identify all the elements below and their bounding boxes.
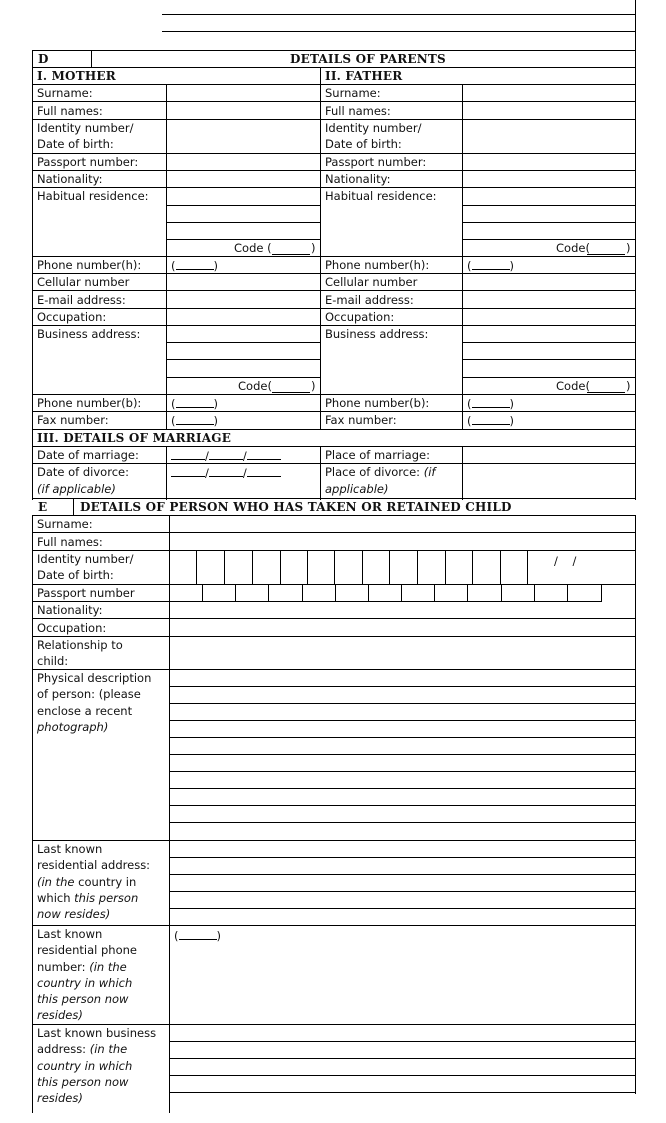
mother-id-label: Identity number/ xyxy=(37,121,134,135)
father-heading: II. FATHER xyxy=(325,69,403,83)
father-res-line xyxy=(462,222,636,223)
mother-code-label: Code ( xyxy=(234,241,272,255)
section-d-letter: D xyxy=(38,52,49,66)
id-box-divider xyxy=(196,550,197,584)
e-surname-label: Surname: xyxy=(37,517,93,531)
father-id-label: Identity number/ xyxy=(325,121,422,135)
e-lastphone-label-4: country in which xyxy=(37,976,133,990)
e-lastphone-label-6: resides) xyxy=(37,1008,83,1022)
mother-email-label: E-mail address: xyxy=(37,293,126,307)
id-box-divider xyxy=(500,550,501,584)
physical-line xyxy=(169,686,636,687)
mother-passport-label: Passport number: xyxy=(37,155,139,169)
d-right-edge xyxy=(635,50,636,500)
mother-phoneb-code[interactable]: ( ) xyxy=(171,397,218,411)
top-rule-1 xyxy=(162,14,636,15)
id-box-divider xyxy=(445,550,446,584)
res-line xyxy=(169,874,636,875)
row-line xyxy=(32,601,602,602)
passport-box-divider xyxy=(335,584,336,601)
date-of-marriage-field[interactable]: / / xyxy=(171,447,281,464)
date-of-divorce-field[interactable]: / / xyxy=(171,464,281,481)
mother-bus-line xyxy=(166,342,320,343)
e-relationship-label-2: child: xyxy=(37,654,69,668)
id-box-divider xyxy=(252,550,253,584)
passport-box-divider xyxy=(501,584,502,601)
date-of-divorce-label: Date of divorce: xyxy=(37,465,129,479)
e-lastres-label-2: residential address: xyxy=(37,858,151,872)
father-nationality-label: Nationality: xyxy=(325,172,391,186)
father-habitual-label: Habitual residence: xyxy=(325,189,437,203)
father-bus-line xyxy=(462,359,636,360)
father-cellular-label: Cellular number xyxy=(325,275,418,289)
e-lastphone-label-2: residential phone xyxy=(37,943,137,957)
marriage-value-divider-r xyxy=(462,446,463,500)
res-line xyxy=(169,908,636,909)
e-relationship-label-1: Relationship to xyxy=(37,638,123,652)
id-box-divider xyxy=(224,550,225,584)
res-line xyxy=(169,857,636,858)
father-email-label: E-mail address: xyxy=(325,293,414,307)
passport-box-divider xyxy=(302,584,303,601)
marriage-value-divider xyxy=(166,446,167,500)
father-res-line xyxy=(462,205,636,206)
father-fullnames-label: Full names: xyxy=(325,104,391,118)
e-lastres-label-4: which this person xyxy=(37,891,139,905)
e-nationality-label: Nationality: xyxy=(37,603,103,617)
last-phone-code[interactable]: ( ) xyxy=(174,929,221,943)
e-physical-label-1: Physical description xyxy=(37,671,152,685)
father-bus-line xyxy=(462,342,636,343)
id-box-divider xyxy=(417,550,418,584)
passport-box-divider xyxy=(434,584,435,601)
passport-box-divider xyxy=(401,584,402,601)
father-surname-label: Surname: xyxy=(325,86,381,100)
id-box-divider xyxy=(307,550,308,584)
father-code-label: Code( xyxy=(556,241,590,255)
d-letter-divider xyxy=(91,50,92,67)
mother-res-line xyxy=(166,205,320,206)
row-line xyxy=(32,290,636,291)
e-lastbus-label-2: address: (in the xyxy=(37,1042,128,1056)
mother-code2-close: ) xyxy=(311,379,316,393)
physical-line xyxy=(169,822,636,823)
father-phoneb-code[interactable]: ( ) xyxy=(467,397,514,411)
e-lastbus-label-1: Last known business xyxy=(37,1026,157,1040)
father-phoneh-code[interactable]: ( ) xyxy=(467,259,514,273)
father-code-blank[interactable] xyxy=(587,240,625,255)
passport-box-divider xyxy=(268,584,269,601)
row-line xyxy=(32,840,636,841)
passport-box-divider xyxy=(534,584,535,601)
passport-box-divider xyxy=(368,584,369,601)
top-rule-2 xyxy=(162,31,636,32)
mother-cellular-label: Cellular number xyxy=(37,275,130,289)
row-line xyxy=(32,618,636,619)
id-box-divider xyxy=(472,550,473,584)
bus-line xyxy=(169,1092,636,1093)
mother-nationality-label: Nationality: xyxy=(37,172,103,186)
mother-code-close: ) xyxy=(311,241,316,255)
e-physical-label-4: photograph) xyxy=(37,720,109,734)
e-lastres-label-5: now resides) xyxy=(37,907,111,921)
section-e-title: DETAILS OF PERSON WHO HAS TAKEN OR RETAINED CHILD xyxy=(80,500,512,514)
father-phoneb-label: Phone number(b): xyxy=(325,396,430,410)
father-passport-label: Passport number: xyxy=(325,155,427,169)
place-of-divorce-label: Place of divorce: (if xyxy=(325,465,436,479)
passport-box-divider xyxy=(601,584,602,601)
e-occupation-label: Occupation: xyxy=(37,621,107,635)
mother-fax-code[interactable]: ( ) xyxy=(171,414,218,428)
place-of-divorce-note: applicable) xyxy=(325,482,389,496)
d-mid-divider xyxy=(320,67,321,429)
bus-line xyxy=(169,1058,636,1059)
row-line xyxy=(32,532,636,533)
physical-line xyxy=(169,720,636,721)
mother-surname-label: Surname: xyxy=(37,86,93,100)
physical-line xyxy=(169,771,636,772)
row-line xyxy=(32,925,636,926)
mother-phoneh-code[interactable]: ( ) xyxy=(171,259,218,273)
father-code2-blank[interactable] xyxy=(587,378,625,393)
e-physical-label-3: enclose a recent xyxy=(37,704,133,718)
e-right-edge xyxy=(635,515,636,1025)
father-dob-label: Date of birth: xyxy=(325,137,402,151)
dob-slashes: / / xyxy=(554,554,577,568)
father-code2-close: ) xyxy=(626,379,631,393)
row-line xyxy=(32,101,636,102)
place-of-marriage-label: Place of marriage: xyxy=(325,448,430,462)
physical-line xyxy=(169,737,636,738)
if-applicable-note: (if applicable) xyxy=(37,482,116,496)
id-box-divider xyxy=(389,550,390,584)
e-physical-label-2: of person: (please xyxy=(37,687,141,701)
physical-line xyxy=(169,805,636,806)
top-right-edge xyxy=(635,0,636,50)
section-e-letter: E xyxy=(38,500,48,514)
date-of-marriage-label: Date of marriage: xyxy=(37,448,139,462)
mother-occupation-label: Occupation: xyxy=(37,310,107,324)
father-occupation-label: Occupation: xyxy=(325,310,395,324)
e-lastbus-label-4: this person now xyxy=(37,1075,129,1089)
physical-line xyxy=(169,754,636,755)
bus-line xyxy=(169,1075,636,1076)
passport-box-divider xyxy=(467,584,468,601)
e-lastphone-label-1: Last known xyxy=(37,927,103,941)
mother-code2-label: Code( xyxy=(238,379,272,393)
e-title-bottom xyxy=(32,515,636,516)
father-business-label: Business address: xyxy=(325,327,429,341)
father-code-close: ) xyxy=(626,241,631,255)
physical-line xyxy=(169,788,636,789)
mother-heading: I. MOTHER xyxy=(37,69,116,83)
id-box-divider xyxy=(362,550,363,584)
section-d-title: DETAILS OF PARENTS xyxy=(290,52,446,66)
e-lastres-label-3: (in the country in xyxy=(37,875,137,889)
mother-bus-line xyxy=(166,359,320,360)
id-box-divider xyxy=(280,550,281,584)
e-fullnames-label: Full names: xyxy=(37,535,103,549)
mother-res-line xyxy=(166,222,320,223)
mother-fullnames-label: Full names: xyxy=(37,104,103,118)
father-code2-label: Code( xyxy=(556,379,590,393)
mother-habitual-label: Habitual residence: xyxy=(37,189,149,203)
id-box-divider xyxy=(334,550,335,584)
mother-code2-blank[interactable] xyxy=(272,378,310,393)
e-lastres-label-1: Last known xyxy=(37,842,103,856)
father-fax-code[interactable]: ( ) xyxy=(467,414,514,428)
passport-box-divider xyxy=(567,584,568,601)
bus-right-edge xyxy=(635,1024,636,1094)
mother-code-blank[interactable] xyxy=(272,240,310,255)
e-lastbus-label-3: country in which xyxy=(37,1059,133,1073)
marriage-heading: III. DETAILS OF MARRIAGE xyxy=(37,431,232,445)
mother-fax-label: Fax number: xyxy=(37,413,109,427)
e-dob-label: Date of birth: xyxy=(37,568,114,582)
bus-line xyxy=(169,1041,636,1042)
e-id-label: Identity number/ xyxy=(37,552,134,566)
passport-box-divider xyxy=(202,584,203,601)
mother-business-label: Business address: xyxy=(37,327,141,341)
id-box-divider xyxy=(527,550,528,584)
mother-dob-label: Date of birth: xyxy=(37,137,114,151)
e-passport-label: Passport number xyxy=(37,586,135,600)
physical-line xyxy=(169,703,636,704)
res-line xyxy=(169,891,636,892)
e-lastphone-label-5: this person now xyxy=(37,992,129,1006)
father-phoneh-label: Phone number(h): xyxy=(325,258,430,272)
d-left-edge xyxy=(32,50,33,500)
passport-box-divider xyxy=(235,584,236,601)
mother-phoneb-label: Phone number(b): xyxy=(37,396,142,410)
mother-phoneh-label: Phone number(h): xyxy=(37,258,142,272)
father-fax-label: Fax number: xyxy=(325,413,397,427)
e-lastbus-label-5: resides) xyxy=(37,1091,83,1105)
e-letter-divider xyxy=(73,498,74,515)
e-lastphone-label-3: number: (in the xyxy=(37,960,127,974)
d-mid-divider-2 xyxy=(320,446,321,500)
